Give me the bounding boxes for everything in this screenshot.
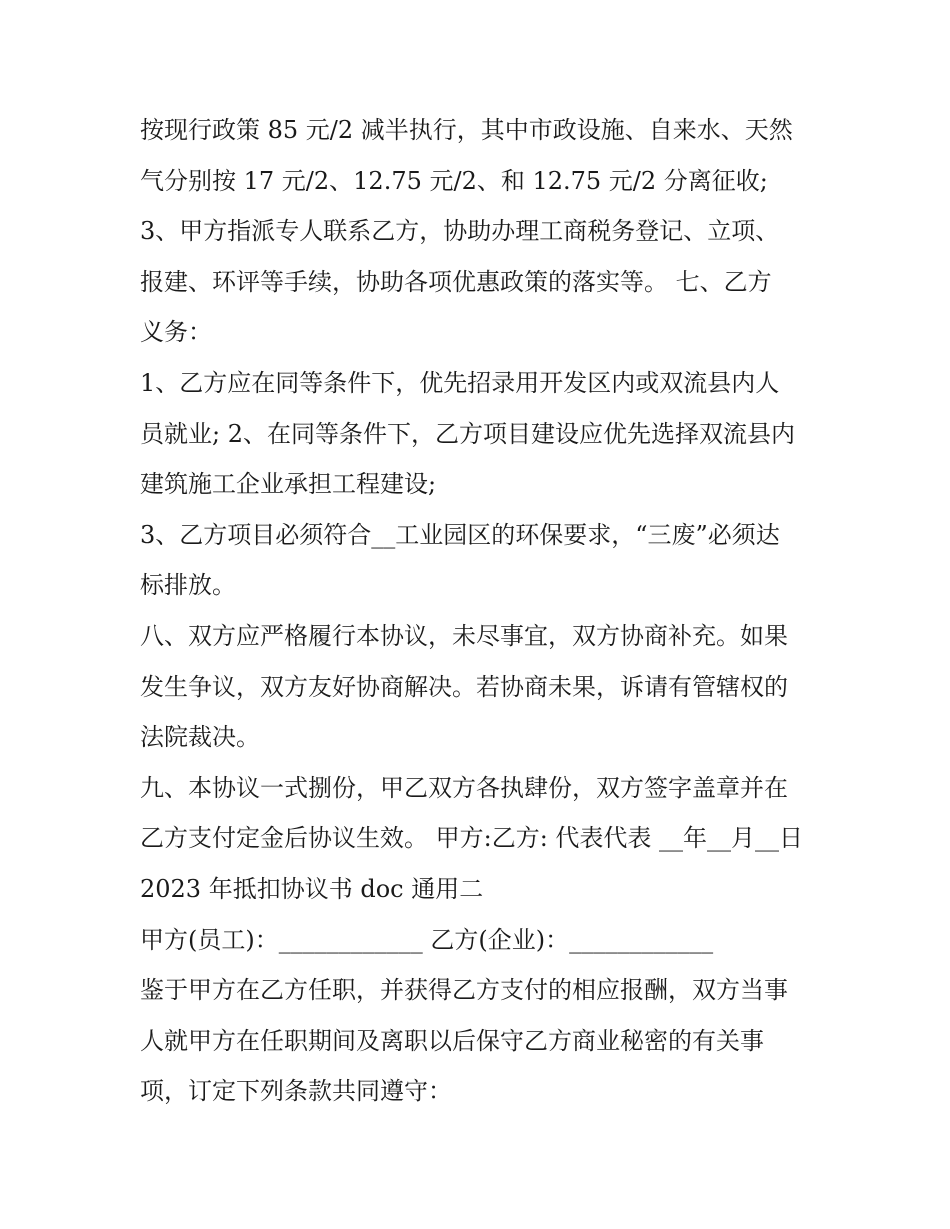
text-line: 鉴于甲方在乙方任职，并获得乙方支付的相应报酬，双方当事 [140,976,788,1005]
text-line: 3、乙方项目必须符合__工业园区的环保要求，“三废”必须达 [140,520,780,549]
text-line: 义务： [140,318,212,347]
text-line: 3、甲方指派专人联系乙方，协助办理工商税务登记、立项、 [140,217,780,246]
text-line: 报建、环评等手续，协助各项优惠政策的落实等。 七、乙方 [140,267,772,296]
text-line: 2023 年抵扣协议书 doc 通用二 [140,874,484,903]
text-line: 人就甲方在任职期间及离职以后保守乙方商业秘密的有关事 [140,1026,764,1055]
text-line: 建筑施工企业承担工程建设; [140,470,437,499]
text-line: 员就业; 2、在同等条件下，乙方项目建设应优先选择双流县内 [140,419,795,448]
text-line: 气分别按 17 元/2、12.75 元/2、和 12.75 元/2 分离征收; [140,166,768,195]
text-line: 法院裁决。 [140,723,260,752]
document-body [140,105,830,1117]
text-line: 八、双方应严格履行本协议，未尽事宜，双方协商补充。如果 [140,621,788,650]
text-line: 发生争议，双方友好协商解决。若协商未果，诉请有管辖权的 [140,672,788,701]
text-line: 项，订定下列条款共同遵守： [140,1077,452,1106]
text-line: 乙方支付定金后协议生效。 甲方:乙方: 代表代表 __年__月__日 [140,824,804,853]
text-line: 甲方(员工)：____________ 乙方(企业)：____________ [140,925,714,954]
text-line: 九、本协议一式捌份，甲乙双方各执肆份，双方签字盖章并在 [140,773,788,802]
text-line: 1、乙方应在同等条件下，优先招录用开发区内或双流县内人 [140,368,780,397]
text-line: 标排放。 [140,571,236,600]
text-line: 按现行政策 85 元/2 减半执行，其中市政设施、自来水、天然 [140,116,793,144]
